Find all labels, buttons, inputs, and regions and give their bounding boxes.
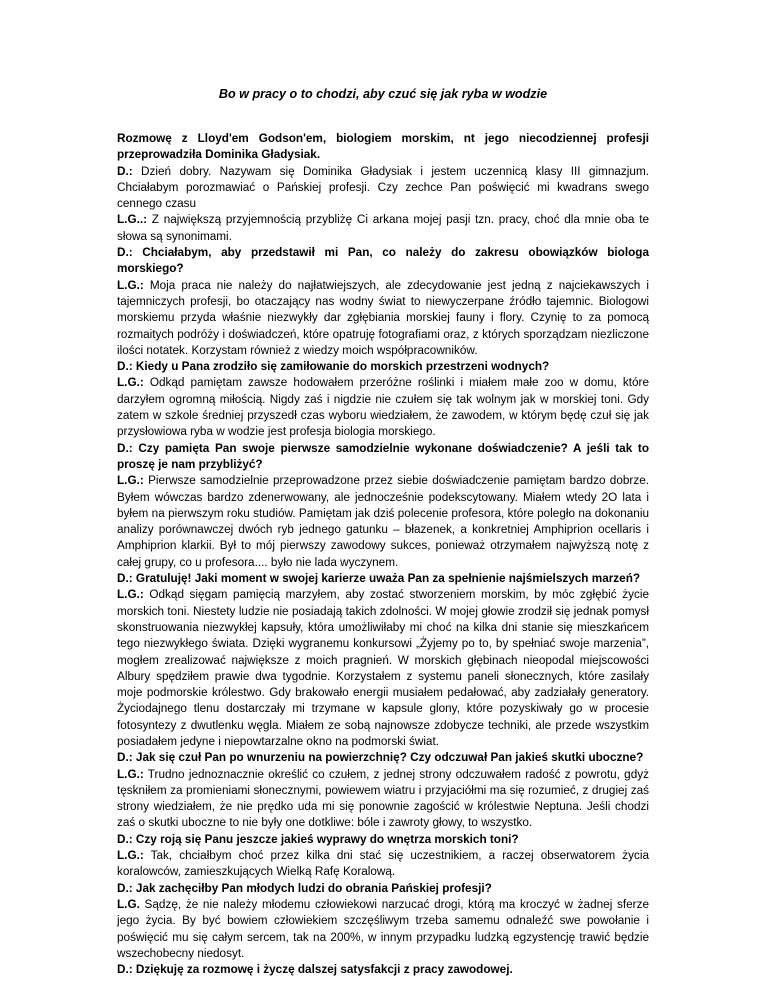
speaker-label: L.G.: [117, 588, 144, 602]
answer-paragraph [117, 375, 649, 440]
speaker-label: L.G.: [117, 376, 144, 390]
paragraph-text: Czy pamięta Pan swoje pierwsze samodzielnie wykonane doświadczenie? A jeśli tak to proszę je nam przybliżyć? [117, 441, 649, 471]
interview-paragraphs [117, 164, 649, 979]
speaker-label: D.: [117, 751, 133, 765]
question-paragraph [117, 245, 649, 278]
paragraph-text: Jak zachęciłby Pan młodych ludzi do obrania Pańskiej profesji? [132, 881, 492, 895]
paragraph-text: Pierwsze samodzielnie przeprowadzone przez siebie doświadczenie pamiętam bardzo dobrze. Byłem wówczas bardzo zdenerwowany, ale jednocześnie podekscytowany. Miałem wtedy 2O lata i byłem na pierwszym roku studiów. Pamiętam jak dziś polecenie profesora, które poległo na dokonaniu analizy porównawczej dwóch ryb jednego gatunku – błazenek, a konkretniej Amphiprion ocellaris i Amphiprion klarkii. Był to mój pierwszy zawodowy sukces, ponieważ otrzymałem najwyższą notę z całej grupy, co u profesora.... było nie lada wyczynem. [117, 474, 649, 569]
question-paragraph [117, 750, 649, 766]
speaker-label: D.: [117, 881, 133, 895]
speaker-label: L.G..: [117, 213, 148, 227]
paragraph-text: Jak się czuł Pan po wnurzeniu na powierzchnię? Czy odczuwał Pan jakieś skutki uboczne? [132, 751, 644, 765]
paragraph-text: Trudno jednoznacznie określić co czułem, z jednej strony odczuwałem radość z powrotu, gdyż tęskniłem za promieniami słonecznymi, powiewem wiatru i przyjaciółmi ma się rozumieć, z drugiej zaś strony wiedziałem, że nie prędko uda mi się ponownie zagościć w królestwie Neptuna. Jeśli chodzi zaś o skutki uboczne to nie były one dotkliwe: bóle i zawroty głowy, to wszystko. [117, 767, 649, 830]
speaker-label: L.G.: [117, 849, 144, 863]
paragraph-text: Dzień dobry. Nazywam się Dominika Gładysiak i jestem uczennicą klasy III gimnazjum. Chciałabym porozmawiać o Pańskiej profesji. Czy zechce Pan poświęcić mi kwadrans swego cennego czasu [117, 164, 649, 211]
question-paragraph [117, 962, 649, 978]
speaker-label: L.G.: [117, 474, 144, 488]
speaker-label: D.: [117, 246, 133, 260]
paragraph-text: Gratuluję! Jaki moment w swojej karierze uważa Pan za spełnienie najśmielszych marzeń? [132, 572, 641, 586]
paragraph-text: Kiedy u Pana zrodziło się zamiłowanie do morskich przestrzeni wodnych? [132, 360, 550, 374]
speaker-label: D.: [117, 360, 133, 374]
speaker-label: L.G.: [117, 767, 144, 781]
speaker-label: D.: [117, 441, 133, 455]
interview-body [117, 131, 649, 978]
paragraph-text: Dziękuję za rozmowę i życzę dalszej satysfakcji z pracy zawodowej. [132, 963, 513, 977]
speaker-label: D.: [117, 832, 133, 846]
document-page [117, 0, 649, 978]
answer-paragraph [117, 897, 649, 962]
answer-paragraph [117, 767, 649, 832]
paragraph-text: Tak, chciałbym choć przez kilka dni stać się uczestnikiem, a raczej obserwatorem życia koralowców, zamieszkujących Wielką Rafę Koralową. [117, 849, 649, 879]
answer-paragraph [117, 473, 649, 571]
answer-paragraph [117, 278, 649, 359]
document-title: Bo w pracy o to chodzi, aby czuć się jak ryba w wodzie [218, 87, 548, 101]
speaker-label: D.: [117, 164, 133, 178]
answer-paragraph [117, 164, 649, 213]
question-paragraph [117, 881, 649, 897]
paragraph-text: Odkąd sięgam pamięcią marzyłem, aby zostać stworzeniem morskim, by móc zgłębić życie morskich toni. Niestety ludzie nie posiadają takich zdolności. W mojej głowie zrodził się jednak pomysł skonstruowania niezwykłej kapsuły, która umożliwiłaby mi choć na kilka dni stanie się mieszkańcem tego niezwykłego świata. Dzięki wygranemu konkursowi „Żyjemy po to, by spełniać swoje marzenia”, mogłem zrealizować największe z moich pragnień. W morskich głębinach nieopodal miejscowości Albury spędziłem prawie dwa tygodnie. Korzystałem z systemu paneli słonecznych, które zasilały moje podmorskie królestwo. Gdy brakowało energii musiałem pedałować, aby zadziałały generatory. Życiodajnego tlenu dostarczały mi trzymane w kapsule glony, które pozyskiwały go w procesie fotosyntezy z dwutlenku węgla. Miałem ze sobą najnowsze zdobycze techniki, ale przede wszystkim posiadałem jedyne i niepowtarzalne okno na podmorski świat. [117, 588, 649, 748]
paragraph-text: Moja praca nie należy do najłatwiejszych, ale zdecydowanie jest jedną z najciekawszych i tajemniczych profesji, bo otaczający nas wodny świat to niewyczerpane źródło tajemnic. Biologowi morskiemu przyda właśnie niezwykły dar zgłębiania morskiej fauny i flory. Czynię to za pomocą rozmaitych podróży i doświadczeń, które opatruję fotografiami oraz, z których sporządzam niezliczone ilości notatek. Korzystam również z wiedzy moich współpracowników. [117, 278, 649, 357]
paragraph-text: Odkąd pamiętam zawsze hodowałem przeróżne roślinki i miałem małe zoo w domu, które darzyłem ogromną miłością. Nigdy zaś i nigdzie nie czułem się tak wolnym jak w morskiej toni. Gdy zatem w szkole średniej przyszedł czas wyboru wiedziałem, że zawodem, w którym będę czuł się jak przysłowiowa ryba w wodzie jest profesja biologia morskiego. [117, 376, 649, 439]
answer-paragraph [117, 587, 649, 750]
answer-paragraph [117, 848, 649, 881]
question-paragraph [117, 832, 649, 848]
intro-paragraph: Rozmowę z Lloyd'em Godson'em, biologiem morskim, nt jego niecodziennej profesji przeprowadziła Dominika Gładysiak. [117, 132, 649, 162]
question-paragraph [117, 359, 649, 375]
answer-paragraph [117, 212, 649, 245]
paragraph-text: Z największą przyjemnością przybliżę Ci arkana mojej pasji tzn. pracy, choć dla mnie oba te słowa są synonimami. [117, 213, 649, 243]
speaker-label: L.G.: [117, 278, 144, 292]
speaker-label: L.G. [117, 897, 140, 911]
paragraph-text: Sądzę, że nie należy młodemu człowiekowi narzucać drogi, którą ma kroczyć w żadnej sferze jego życia. By być bowiem człowiekiem szczęśliwym trzeba samemu odnaleźć swe powołanie i poświęcić mu się całym sercem, tak na 200%, w innym przypadku ludzką egzystencję trawić będzie wszechobecny niedosyt. [117, 897, 649, 960]
question-paragraph [117, 441, 649, 474]
paragraph-text: Chciałabym, aby przedstawił mi Pan, co należy do zakresu obowiązków biologa morskiego? [117, 246, 649, 276]
speaker-label: D.: [117, 963, 133, 977]
paragraph-text: Czy roją się Panu jeszcze jakieś wyprawy do wnętrza morskich toni? [132, 832, 519, 846]
question-paragraph [117, 571, 649, 587]
speaker-label: D.: [117, 572, 133, 586]
